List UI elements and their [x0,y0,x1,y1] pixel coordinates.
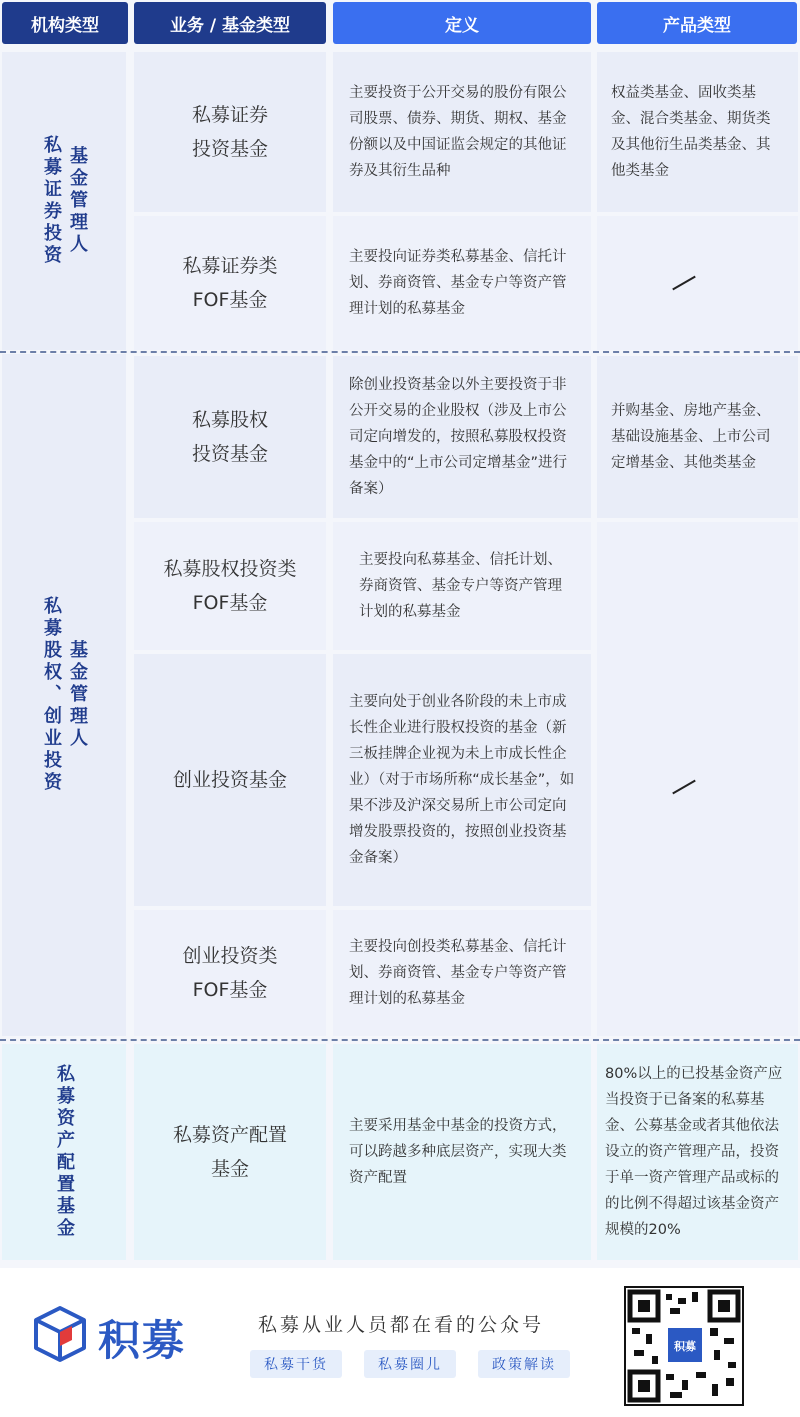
definition-securities-fund: 主要投资于公开交易的股份有限公司股票、债券、期货、期权、基金份额以及中国证监会规定的其他证券及其衍生品种 [333,52,591,212]
brand-logo-text: 积募 [98,1316,187,1365]
footer-banner [0,1268,800,1417]
institution-equity-vc [2,354,126,1036]
business-equity-fof: 私募股权投资类 FOF基金 [134,522,326,650]
institution-equity-vc-a: 私募股权、创业投资 [41,596,62,794]
tag-private-fund-circle[interactable]: 私募圈儿 [364,1350,456,1378]
tag-policy-analysis[interactable]: 政策解读 [478,1350,570,1378]
definition-vc-fof: 主要投向创投类私募基金、信托计划、券商资管、基金专户等资产管理计划的私募基金 [333,910,591,1036]
institution-securities-b: 基金管理人 [67,146,88,256]
not-applicable-slash [672,780,696,795]
product-securities-fof [597,216,798,350]
definition-vc-fund: 主要向处于创业各阶段的未上市成长性企业进行股权投资的基金（新三板挂牌企业视为未上市成长性企业）（对于市场所称“成长基金”，如果不涉及沪深交易所上市公司定向增发股票投资的，按照创业投资基金备案） [333,654,591,906]
tag-private-fund-tips[interactable]: 私募干货 [250,1350,342,1378]
header-definition: 定义 [333,2,591,44]
section-divider [0,351,800,353]
business-securities-fund: 私募证券 投资基金 [134,52,326,212]
business-vc-fund: 创业投资基金 [134,654,326,906]
business-asset-allocation: 私募资产配置 基金 [134,1044,326,1260]
institution-asset-allocation [2,1044,126,1260]
definition-equity-fof: 主要投向私募基金、信托计划、券商资管、基金专户等资产管理计划的私募基金 [333,522,591,650]
definition-securities-fof: 主要投向证券类私募基金、信托计划、券商资管、基金专户等资产管理计划的私募基金 [333,216,591,350]
not-applicable-slash [672,276,696,291]
business-vc-fof: 创业投资类 FOF基金 [134,910,326,1036]
definition-equity-fund: 除创业投资基金以外主要投资于非公开交易的企业股权（涉及上市公司定向增发的，按照私募股权投资基金中的“上市公司定增基金”进行备案） [333,356,591,518]
institution-securities [2,52,126,350]
product-asset-allocation: 80%以上的已投基金资产应当投资于已备案的私募基金、公募基金或者其他依法设立的资产管理产品，投资于单一资产管理产品或标的的比例不得超过该基金资产规模的20% [597,1044,798,1260]
qr-code [624,1286,744,1406]
institution-asset-allocation-a: 私募资产配置基金 [54,1064,75,1240]
product-equity-vc-fof [597,522,798,1036]
section-divider [0,1039,800,1041]
header-product-type: 产品类型 [597,2,797,44]
product-equity-fund: 并购基金、房地产基金、基础设施基金、上市公司定增基金、其他类基金 [597,356,798,518]
business-equity-fund: 私募股权 投资基金 [134,356,326,518]
product-securities-fund: 权益类基金、固收类基金、混合类基金、期货类及其他衍生品类基金、其他类基金 [597,52,798,212]
institution-securities-a: 私募证券投资 [41,135,62,267]
header-institution-type: 机构类型 [2,2,128,44]
header-business-type: 业务 / 基金类型 [134,2,326,44]
footer-tagline: 私募从业人员都在看的公众号 [258,1314,545,1336]
institution-equity-vc-b: 基金管理人 [67,640,88,750]
definition-asset-allocation: 主要采用基金中基金的投资方式，可以跨越多种底层资产，实现大类资产配置 [333,1044,591,1260]
cube-logo-icon [30,1304,90,1364]
business-securities-fof: 私募证券类 FOF基金 [134,216,326,350]
qr-center-label: 积募 [674,1340,696,1353]
